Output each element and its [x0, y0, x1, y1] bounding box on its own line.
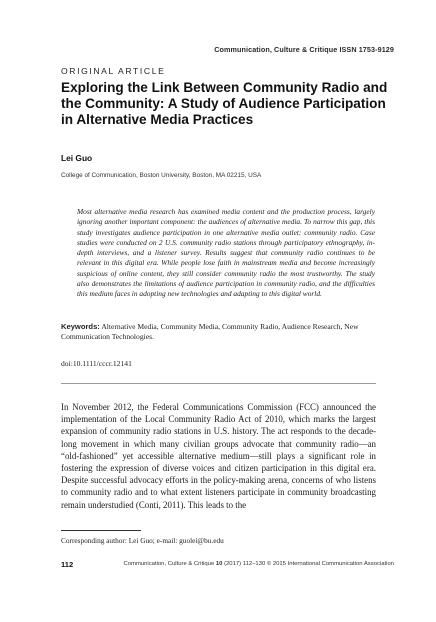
- abstract: Most alternative media research has examined media content and the production process, largely ignoring another important component: the audiences of alternative media. To narrow this gap, this study investigates audience participation in one alternative media outlet: community radio. Case studies were conducted on 2 U.S. community radio stations through participatory ethnography, in-depth interviews, and a listener survey. Results suggest that community radio continues to be relevant in this digital era. While people lose faith in mainstream media and become increasingly suspicious of online content, they still consider community radio the most trustworthy. The study also demonstrates the limitations of audience participation in community radio, and the difficulties this medium faces in adopting new technologies and adapting to this digital world.: [77, 207, 375, 299]
- keywords-list: Alternative Media, Community Media, Community Radio, Audience Research, New Communication Technologies.: [61, 322, 359, 342]
- footnote-divider: [61, 530, 141, 531]
- article-type-label: ORIGINAL ARTICLE: [61, 66, 166, 76]
- page-number: 112: [61, 560, 74, 569]
- journal-header: Communication, Culture & Critique ISSN 1753-9129: [214, 45, 394, 54]
- keywords-label: Keywords:: [61, 322, 100, 331]
- author-name: Lei Guo: [61, 153, 93, 163]
- footer-citation: [124, 561, 394, 567]
- section-divider: [61, 383, 376, 384]
- footnote-corresponding-author: Corresponding author: Lei Guo; e-mail: guolei@bu.edu: [61, 536, 224, 545]
- doi: doi:10.1111/cccr.12141: [61, 359, 132, 368]
- author-affiliation: College of Communication, Boston University, Boston, MA 02215, USA: [61, 172, 262, 179]
- body-paragraph: In November 2012, the Federal Communications Commission (FCC) announced the implementation of the Local Community Radio Act of 2010, which marks the largest expansion of community radio stations in U.S. history. The act responds to the decade-long movement in which many civilian groups advocate that community radio—an “old-fashioned” yet accessible alternative medium—still plays a significant role in fostering the expression of diverse voices and citizen participation in this digital era. Despite successful advocacy efforts in the policy-making arena, concerns of who listens to community radio and to what extent listeners participate in community broadcasting remain understudied (Conti, 2011). This leads to the: [61, 402, 376, 510]
- article-title: Exploring the Link Between Community Radio and the Community: A Study of Audience Participation in Alternative Media Practices: [61, 80, 388, 127]
- footer-journal: Communication, Culture & Critique: [123, 561, 215, 567]
- keywords: [61, 322, 381, 343]
- footer-volume: 10: [215, 561, 223, 567]
- footer-citation-rest: (2017) 112–130 © 2015 International Communication Association: [224, 561, 394, 567]
